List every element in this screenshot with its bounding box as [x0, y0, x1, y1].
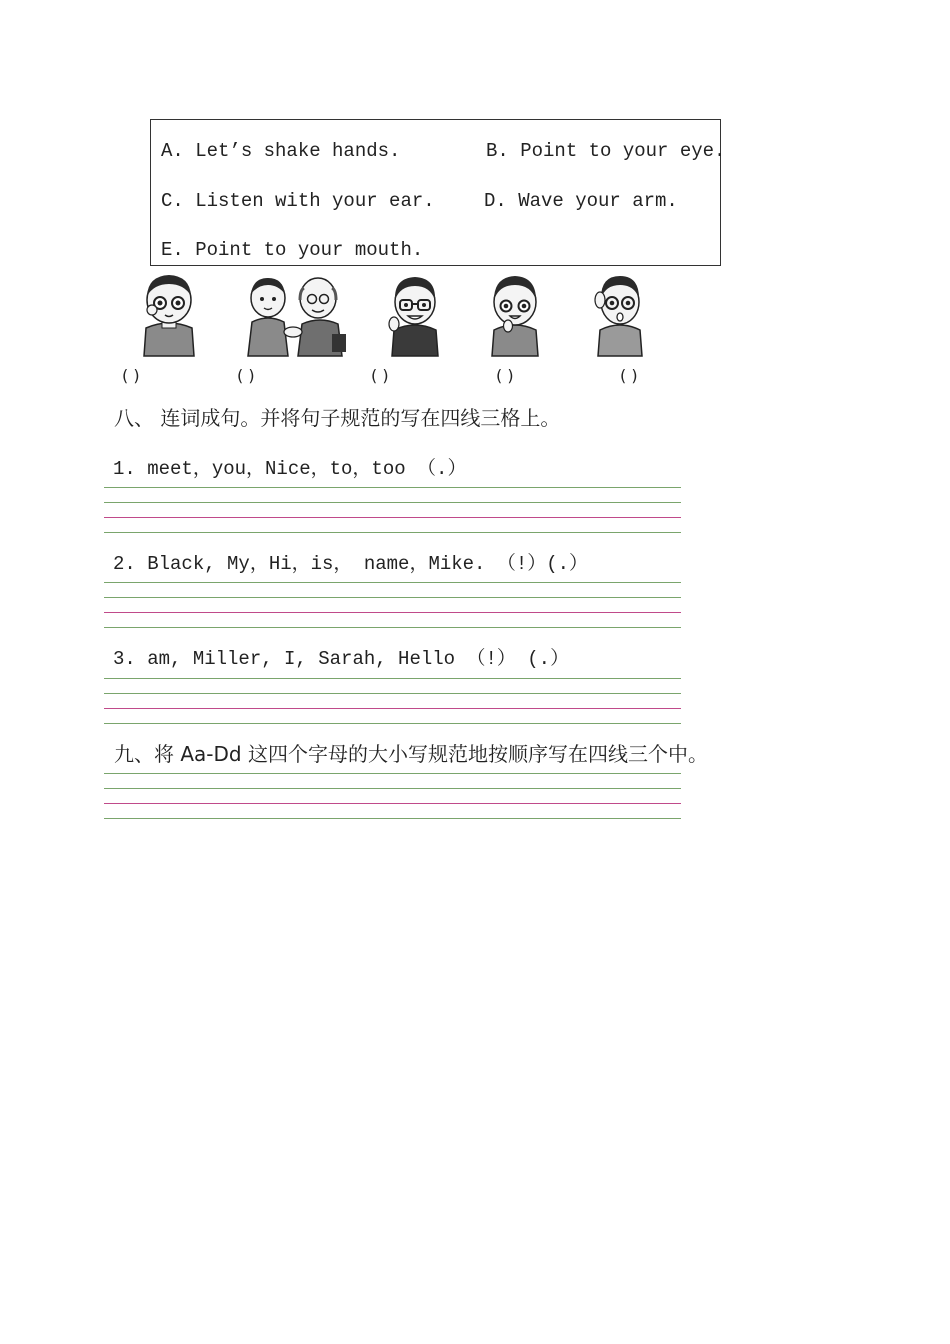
boy-wave-figure [386, 270, 444, 358]
writing-lines-1[interactable] [104, 487, 681, 535]
writing-lines-4[interactable] [104, 773, 681, 821]
answer-paren-5[interactable]: ( ) [620, 366, 638, 385]
options-box [150, 119, 726, 266]
option-c: C. Listen with your ear. [161, 190, 435, 212]
answer-paren-3[interactable]: ( ) [371, 366, 389, 385]
option-e: E. Point to your mouth. [161, 239, 424, 261]
section-9-title: 九、将 Aa-Dd 这四个字母的大小写规范地按顺序写在四线三个中。 [114, 742, 708, 766]
boy-point-mouth-figure [486, 270, 544, 358]
writing-lines-3[interactable] [104, 678, 681, 726]
question-2: 2. Black, My，Hi，is， name，Mike. （!）(.） [113, 553, 589, 575]
shake-hands-figure [246, 270, 350, 358]
question-3: 3. am, Miller, I, Sarah, Hello （!） (.） [113, 648, 570, 670]
boy-listen-ear-figure [592, 270, 648, 358]
answer-paren-4[interactable]: ( ) [496, 366, 514, 385]
option-d: D. Wave your arm. [484, 190, 678, 212]
option-a: A. Let’s shake hands. [161, 140, 401, 162]
answer-paren-1[interactable]: ( ) [122, 366, 140, 385]
option-b: B. Point to your eye. [486, 140, 726, 162]
writing-lines-2[interactable] [104, 582, 681, 630]
answer-paren-2[interactable]: ( ) [237, 366, 255, 385]
boy-point-eye-figure [138, 270, 200, 358]
section-8-title: 八、 连词成句。并将句子规范的写在四线三格上。 [114, 406, 561, 430]
question-1: 1. meet，you，Nice，to，too （.） [113, 458, 467, 480]
